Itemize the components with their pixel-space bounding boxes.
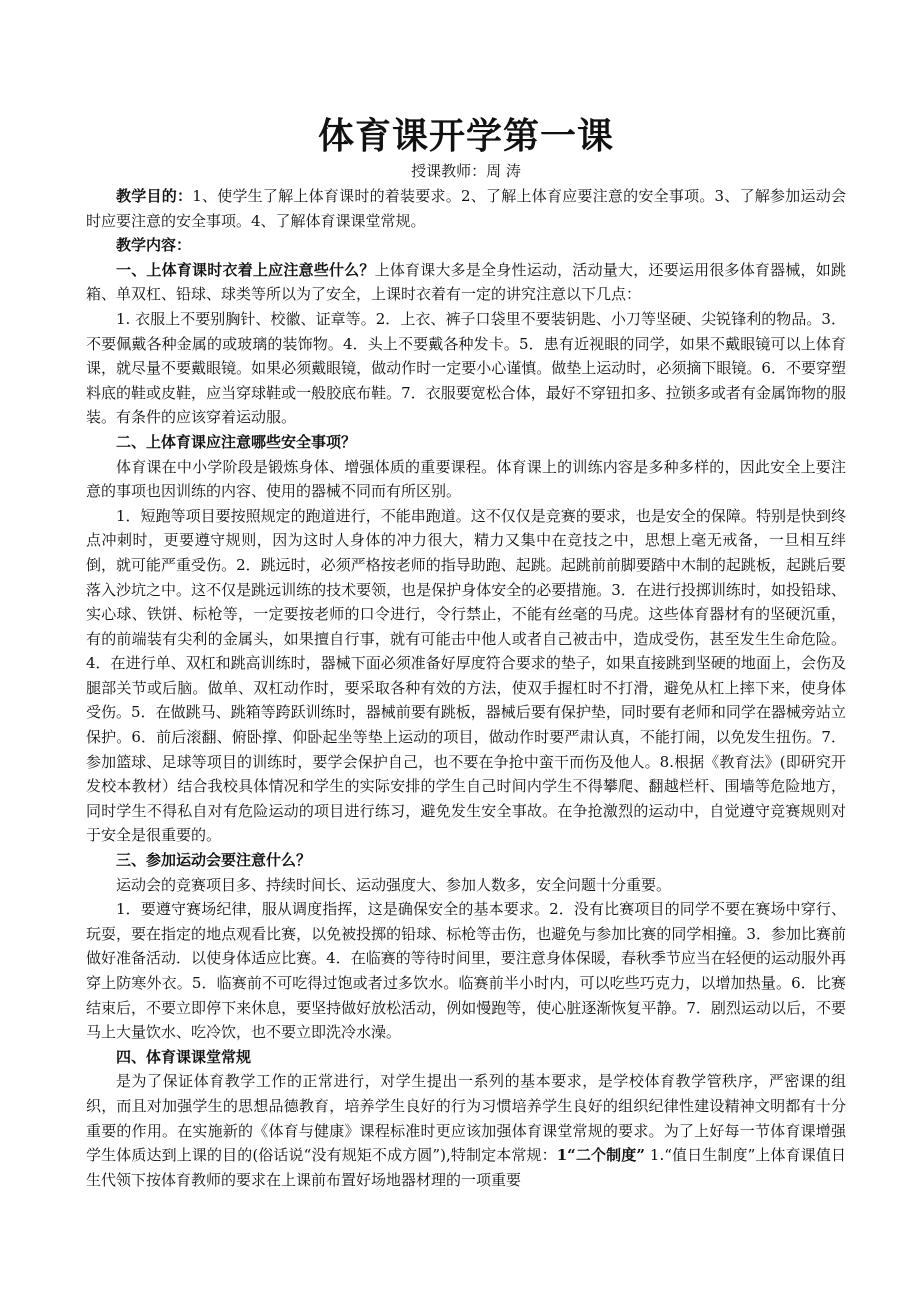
document-title: 体育课开学第一课 (317, 115, 614, 157)
content-label: 教学内容： (116, 236, 192, 255)
section-3-heading: 三、参加运动会要注意什么？ (116, 851, 312, 870)
section-1-intro (86, 258, 846, 307)
section-4-heading: 四、体育课课堂常规 (116, 1047, 252, 1066)
document-page (86, 112, 846, 1192)
objectives-paragraph (86, 184, 846, 233)
section-4-bold-text: 1“二个制度” (556, 1146, 646, 1165)
objectives-text: 1、使学生了解上体育课时的着装要求。2、了解上体育应要注意的安全事项。3、了解参加运动会时应要注意的安全事项。4、了解体育课课堂常规。 (86, 187, 846, 230)
section-2-heading: 二、上体育课应注意哪些安全事项？ (116, 432, 357, 451)
section-3-body: 1．要遵守赛场纪律，服从调度指挥，这是确保安全的基本要求。2．没有比赛项目的同学不要在赛场中穿行、玩耍，要在指定的地点观看比赛，以免被投掷的铅球、标枪等击伤，也避免与参加比赛的同学相撞。3．参加比赛前做好准备活动．以使身体适应比赛。4．在临赛的等待时间里，要注意身体保暖，春秋季节应当在轻便的运动服外再穿上防寒外衣。5．临赛前不可吃得过饱或者过多饮水。临赛前半小时内，可以吃些巧克力，以增加热量。6．比赛结束后，不要立即停下来休息，要坚持做好放松活动，例如慢跑等，使心脏逐渐恢复平静。7．剧烈运动以后，不要马上大量饮水、吃冷饮，也不要立即洗冷水澡。 (86, 900, 846, 1042)
section-1-body: 1. 衣服上不要别胸针、校徽、证章等。2．上衣、裤子口袋里不要装钥匙、小刀等坚硬、尖锐锋利的物品。3．不要佩戴各种金属的或玻璃的装饰物。4．头上不要戴各种发卡。5．患有近视眼的同学，如果不戴眼镜可以上体育课，就尽量不要戴眼镜。如果必须戴眼镜，做动作时一定要小心谨慎。做垫上运动时，必须摘下眼镜。6．不要穿塑料底的鞋或皮鞋，应当穿球鞋或一般胶底布鞋。7．衣服要宽松合体，最好不穿钮扣多、拉锁多或者有金属饰物的服装。有条件的应该穿着运动服。 (86, 309, 846, 427)
objectives-label: 教学目的： (116, 187, 193, 205)
section-4-body-text: 是为了保证体育教学工作的正常进行，对学生提出一系列的基本要求，是学校体育教学管秩序，严密课的组织，而且对加强学生的思想品德教育，培养学生良好的行为习惯培养学生良好的组织纪律性建设精神文明都有十分重要的作用。在实施新的《体育与健康》课程标准时更应该加强体育课堂常规的要求。为了上好每一节体育课增强学生体质达到上课的目的(俗话说“没有规矩不成方圆”),特制定本常规： (86, 1072, 846, 1165)
section-1-intro-text: 上体育课大多是全身性运动，活动量大，还要运用很多体育器械，如跳箱、单双杠、铅球、球类等所以为了安全，上课时衣着有一定的讲究注意以下几点： (86, 260, 846, 304)
section-2-body: 1．短跑等项目要按照规定的跑道进行，不能串跑道。这不仅仅是竞赛的要求，也是安全的保障。特别是快到终点冲刺时，更要遵守规则，因为这时人身体的冲力很大，精力又集中在竞技之中，思想上毫无戒备，一旦相互绊倒，就可能严重受伤。2．跳远时，必须严格按老师的指导助跑、起跳。起跳前前脚要踏中木制的起跳板，起跳后要落入沙坑之中。这不仅是跳远训练的技术要领，也是保护身体安全的必要措施。3．在进行投掷训练时，如投铅球、实心球、铁饼、标枪等，一定要按老师的口令进行，令行禁止，不能有丝毫的马虎。这些体育器材有的坚硬沉重，有的前端装有尖利的金属头，如果擅自行事，就有可能击中他人或者自己被击中，造成受伤，甚至发生生命危险。4．在进行单、双杠和跳高训练时，器械下面必须准备好厚度符合要求的垫子，如果直接跳到坚硬的地面上，会伤及腿部关节或后脑。做单、双杠动作时，要采取各种有效的方法，使双手握杠时不打滑，避免从杠上摔下来，使身体受伤。5．在做跳马、跳箱等跨跃训练时，器械前要有跳板，器械后要有保护垫，同时要有老师和同学在器械旁站立保护。6．前后滚翻、俯卧撑、仰卧起坐等垫上运动的项目，做动作时要严肃认真，不能打闹，以免发生扭伤。7．参加篮球、足球等项目的训练时，要学会保护自己，也不要在争抢中蛮干而伤及他人。8.根据《教育法》(即研究开发校本教材）结合我校具体情况和学生的实际安排的学生自己时间内学生不得攀爬、翻越栏杆、围墙等危险地方，同时学生不得私自对有危险运动的项目进行练习，避免发生安全事故。在争抢激烈的运动中，自觉遵守竞赛规则对于安全是很重要的。 (86, 506, 846, 845)
section-1-heading: 一、上体育课时衣着上应注意些什么？ (116, 260, 375, 279)
section-4-tail-text: 1.“值日生制度”上体育课值日生代领下按体育教师的要求在上课前布置好场地器材理的一项重要 (86, 1146, 847, 1189)
teacher-line: 授课教师：周 涛 (411, 162, 521, 180)
section-4-body (86, 1069, 846, 1192)
section-2-intro: 体育课在中小学阶段是锻炼身体、增强体质的重要课程。体育课上的训练内容是多种多样的，因此安全上要注意的事项也因训练的内容、使用的器械不同而有所区别。 (86, 457, 846, 501)
section-3-intro: 运动会的竞赛项目多、持续时间长、运动强度大、参加人数多，安全问题十分重要。 (116, 875, 672, 894)
